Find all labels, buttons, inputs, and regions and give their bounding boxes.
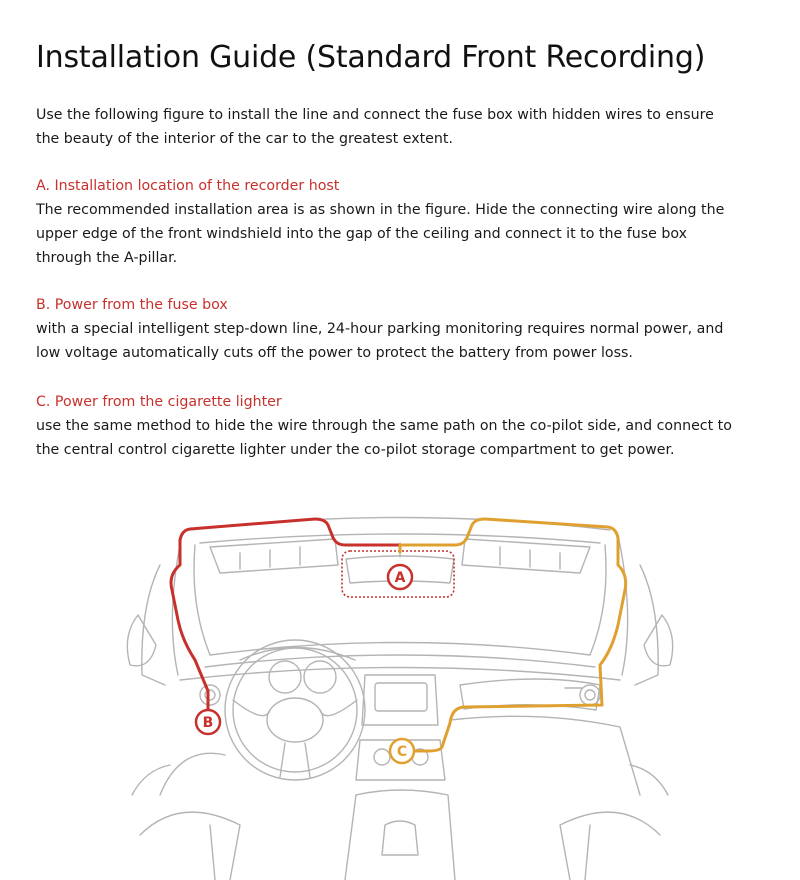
badge-b-label: B: [202, 715, 214, 731]
section-b: [36, 293, 736, 365]
section-b-body: with a special intelligent step-down line, 24-hour parking monitoring requires normal power, and low voltage automatically cuts off the power to protect the battery from power loss.: [36, 321, 724, 361]
intro-paragraph: Use the following figure to install the line and connect the fuse box with hidden wires to ensure the beauty of the interior of the car to the greatest extent.: [36, 107, 714, 147]
badge-c-label: C: [396, 744, 408, 760]
section-c-heading: C. Power from the cigarette lighter: [36, 394, 282, 410]
car-interior-wiring-diagram: [120, 495, 680, 880]
section-a-body: The recommended installation area is as shown in the figure. Hide the connecting wire along the upper edge of the front windshield into the gap of the ceiling and connect it to the fuse box through the A-pillar.: [36, 202, 725, 266]
section-b-heading: B. Power from the fuse box: [36, 297, 228, 313]
section-c: [36, 390, 736, 462]
badge-a-label: A: [394, 570, 406, 586]
badge-c: [390, 739, 414, 763]
red-wire-fuse-box: [171, 519, 400, 709]
section-a: [36, 174, 736, 270]
page-title: Installation Guide (Standard Front Recording): [36, 40, 706, 75]
section-c-body: use the same method to hide the wire through the same path on the co-pilot side, and connect to the central control cigarette lighter under the co-pilot storage compartment to get power.: [36, 418, 732, 458]
badge-b: [196, 710, 220, 734]
badge-a: [388, 565, 412, 589]
section-a-heading: A. Installation location of the recorder host: [36, 178, 340, 194]
